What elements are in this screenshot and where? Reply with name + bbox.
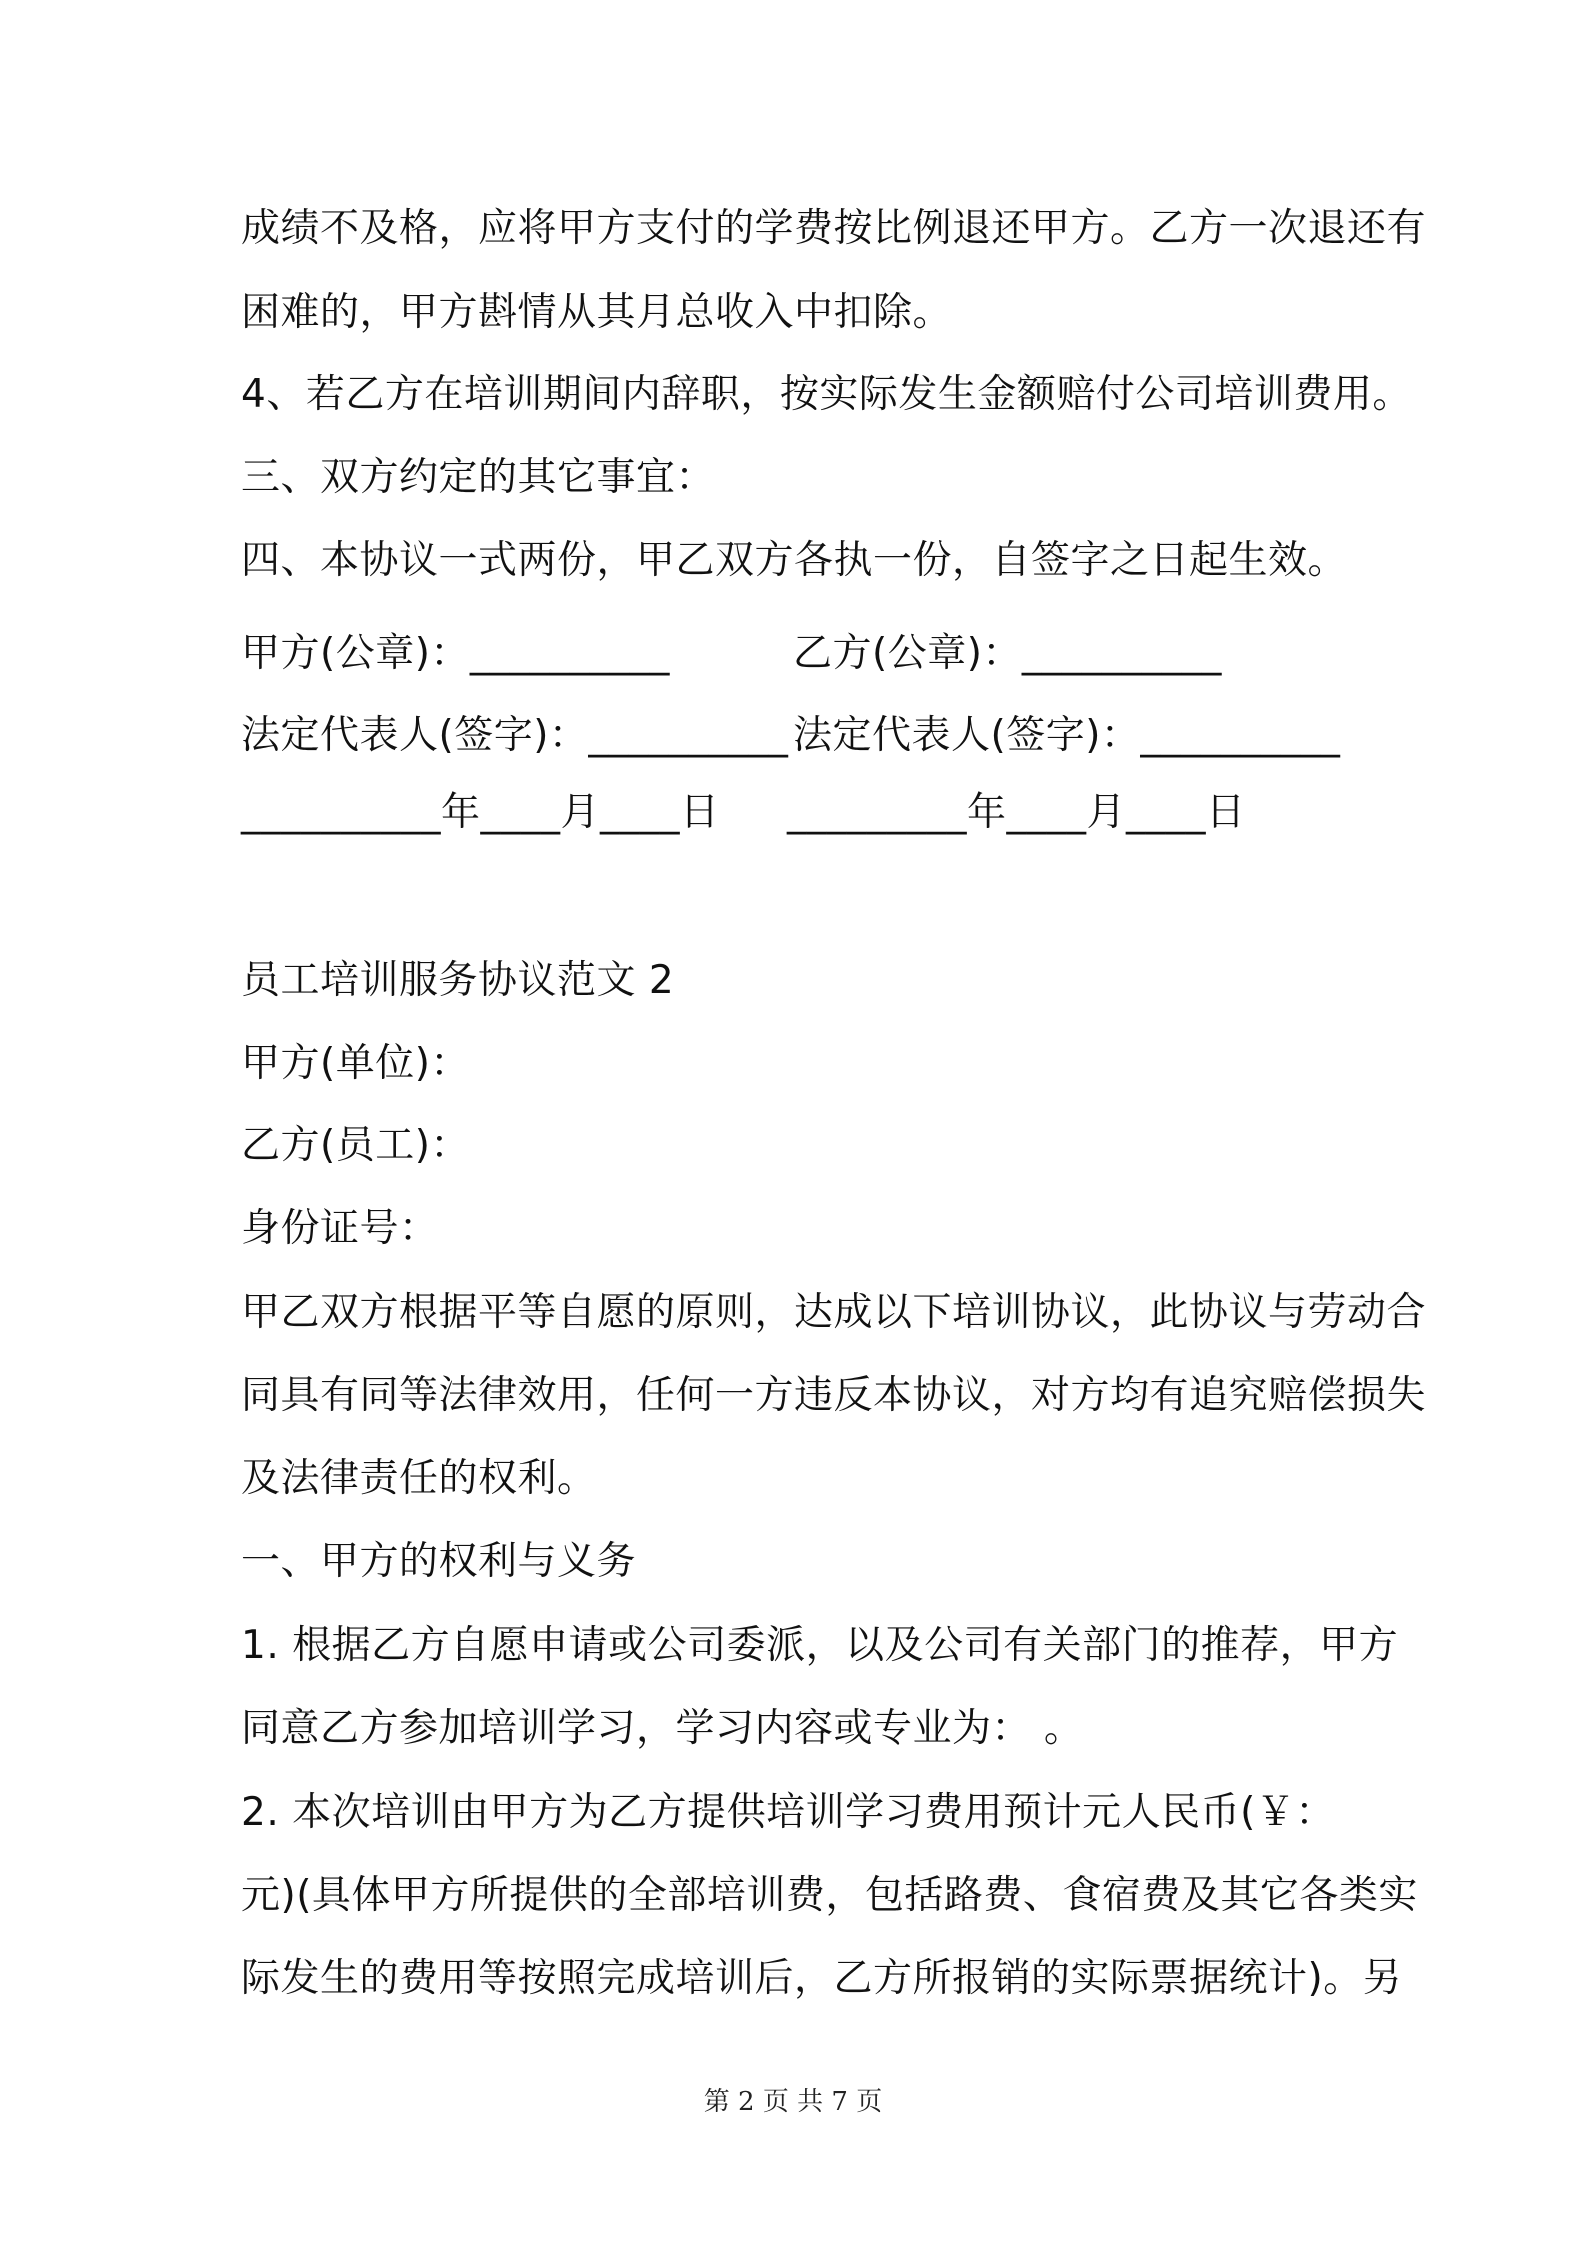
party-a-date-field: __________年____月____日 xyxy=(241,790,720,835)
party-a-representative-field: 法定代表人(签字)：__________ xyxy=(241,713,789,758)
section-heading: 一、甲方的权利与义务 xyxy=(241,1539,637,1584)
party-a-unit-field: 甲方(单位)： xyxy=(241,1041,470,1086)
paragraph-line: 同具有同等法律效用，任何一方违反本协议，对方均有追究赔偿损失 xyxy=(241,1373,1427,1418)
party-b-date-field: _________年____月____日 xyxy=(787,790,1246,835)
party-b-seal-field: 乙方(公章)：__________ xyxy=(793,631,1222,676)
paragraph-line: 际发生的费用等按照完成培训后，乙方所报销的实际票据统计)。另 xyxy=(241,1956,1403,2001)
paragraph-line: 4、若乙方在培训期间内辞职，按实际发生金额赔付公司培训费用。 xyxy=(241,372,1412,417)
paragraph-line: 成绩不及格，应将甲方支付的学费按比例退还甲方。乙方一次退还有 xyxy=(241,206,1427,251)
paragraph-line: 甲乙双方根据平等自愿的原则，达成以下培训协议，此协议与劳动合 xyxy=(241,1290,1427,1335)
paragraph-line: 元)(具体甲方所提供的全部培训费，包括路费、食宿费及其它各类实 xyxy=(241,1873,1418,1918)
party-b-representative-field: 法定代表人(签字)：__________ xyxy=(793,713,1341,758)
paragraph-line: 三、双方约定的其它事宜： xyxy=(241,455,716,500)
party-a-seal-field: 甲方(公章)：__________ xyxy=(241,631,670,676)
paragraph-line: 困难的，甲方斟情从其月总收入中扣除。 xyxy=(241,290,953,335)
id-number-field: 身份证号： xyxy=(241,1206,439,1251)
party-b-employee-field: 乙方(员工)： xyxy=(241,1123,470,1168)
paragraph-line: 同意乙方参加培训学习，学习内容或专业为： 。 xyxy=(241,1706,1084,1751)
section-title: 员工培训服务协议范文 2 xyxy=(241,958,675,1003)
page-number-footer: 第 2 页 共 7 页 xyxy=(703,2087,883,2117)
paragraph-line: 四、本协议一式两份，甲乙双方各执一份，自签字之日起生效。 xyxy=(241,538,1348,583)
paragraph-line: 2. 本次培训由甲方为乙方提供培训学习费用预计元人民币(￥： xyxy=(241,1790,1335,1835)
paragraph-line: 1. 根据乙方自愿申请或公司委派，以及公司有关部门的推荐，甲方 xyxy=(241,1623,1399,1668)
paragraph-line: 及法律责任的权利。 xyxy=(241,1456,597,1501)
